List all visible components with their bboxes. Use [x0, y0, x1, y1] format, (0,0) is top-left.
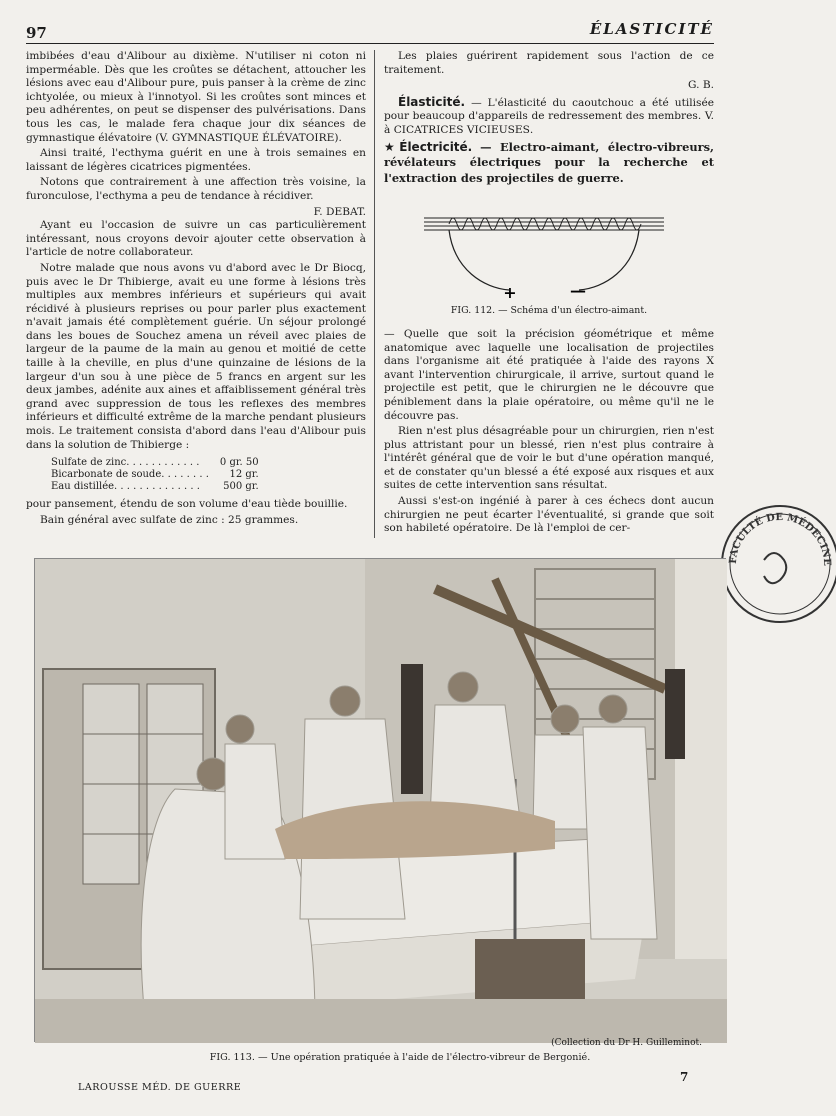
svg-text:FACULTÉ DE MÉDECINE: FACULTÉ DE MÉDECINE — [727, 511, 833, 567]
floor — [35, 999, 727, 1043]
formula-table — [48, 457, 262, 493]
paragraph: imbibées d'eau d'Alibour au dixième. N'utiliser ni coton ni imperméable. Dès que les croûtes se détachent, attoucher les lésions avec eau d'Alibour pure, puis panser à la crème de zinc ichtyolée, ou mieux à l'innotyol. Si les croûtes sont minces et peu adhérentes, on peut se dispenser des pulvérisations. Dans tous les cas, le malade fera chaque jour dix séances de gymnastique élévatoire (V. GYMNASTIQUE ÉLÉVATOIRE). — [26, 50, 366, 144]
formula-row: Bicarbonate de soude. . . . . . . . 12 gr. — [51, 469, 259, 481]
circuit-wire — [449, 230, 639, 290]
negative-terminal: — — [570, 281, 586, 301]
formula-row: Eau distillée. . . . . . . . . . . . . . 500 gr. — [51, 481, 259, 493]
paragraph: Ayant eu l'occasion de suivre un cas particulièrement intéressant, nous croyons devoir ajouter cette observation à l'article de notre collaborateur. — [26, 219, 366, 259]
footer-signature-number: 7 — [680, 1070, 689, 1084]
paragraph: Rien n'est plus désagréable pour un chirurgien, rien n'est plus attristant pour un blessé, rien n'est plus contraire à l'intérêt général que de voir le but d'une opération manqué, et de constater qu'un blessé a été exposé aux risques et aux suites de cette intervention sans résultat. — [384, 425, 714, 492]
left-column — [26, 50, 366, 529]
paragraph: Ainsi traité, l'ecthyma guérit en une à trois semaines en laissant de légères cicatrices pigmentées. — [26, 147, 366, 173]
signature: F. DEBAT. — [313, 205, 366, 218]
paragraph: Aussi s'est-on ingénié à parer à ces échecs dont aucun chirurgien ne peut écarter l'éventualité, si grande que soit son habileté opératoire. De là l'emploi de cer- — [384, 495, 714, 535]
electromagnet-diagram — [414, 200, 684, 303]
core-lines — [424, 218, 664, 230]
dictionary-entry-elasticite: Élasticité. — L'élasticité du caoutchouc a été utilisée pour beaucoup d'appareils de redressement des membres. V. à CICATRICES VICIEUSES. — [384, 94, 714, 136]
coil-winding — [449, 218, 641, 230]
paragraph: Les plaies guérirent rapidement sous l'action de ce traitement. — [384, 50, 714, 76]
library-stamp — [716, 484, 833, 628]
figure-113-caption: FIG. 113. — Une opération pratiquée à l'aide de l'électro-vibreur de Bergonié. — [209, 1052, 591, 1063]
paragraph: — Quelle que soit la précision géométrique et même anatomique avec laquelle une localisation de projectiles dans l'organisme ait été pratiquée à l'aide des rayons X avant l'intervention chirurgicale, il arrive, surtout quand le projectile est petit, que le chirurgien ne le découvre que péniblement dans la plaie opératoire, ou même qu'il ne le découvre pas. — [384, 327, 714, 422]
page-number: 97 — [26, 24, 47, 42]
dictionary-entry-electricite: ★Électricité. — Electro-aimant, électro-vibreurs, révélateurs électriques pour la recherche et l'extraction des projectiles de guerre. — [384, 139, 715, 185]
paragraph: Bain général avec sulfate de zinc : 25 grammes. — [40, 513, 299, 526]
photo-credit: (Collection du Dr H. Guilleminot. — [551, 1038, 702, 1048]
right-column — [384, 50, 714, 538]
positive-terminal: + — [503, 283, 517, 303]
paragraph: Notre malade que nous avons vu d'abord avec le Dr Biocq, puis avec le Dr Thibierge, avait eu une forme à lésions très multiples aux membres inférieurs et supérieurs qui avait récidivé à plusieurs reprises ou pour parler plus exactement n'avait jamais été complètement guérie. Un séjour prolongé dans les boues de Souchez amena un réveil avec plaies de largeur de la paume de la main au genou et moitié de cette taille à la cheville, en plus d'une quinzaine de lésions de la largeur d'un sou à une pièce de 5 francs en argent sur les deux jambes, adénite aux aines et affaiblissement général très grand avec suppression de tous les reflexes des membres inférieurs et difficulté extrême de la marche pendant plusieurs mois. Le traitement consista d'abord dans l'eau d'Alibour puis dans la solution de Thibierge : — [26, 261, 366, 451]
footer-publication: LAROUSSE MÉD. DE GUERRE — [78, 1082, 242, 1093]
figure-112-caption: FIG. 112. — Schéma d'un électro-aimant. — [450, 305, 648, 317]
signature: G. B. — [688, 79, 714, 92]
running-head: ÉLASTICITÉ — [589, 20, 714, 38]
operation-photograph — [34, 558, 726, 1042]
column-divider — [374, 50, 375, 538]
paragraph: pour pansement, étendu de son volume d'eau tiède bouillie. — [26, 498, 348, 511]
header-rule — [26, 43, 714, 44]
formula-row: Sulfate de zinc. . . . . . . . . . . . 0 gr. 50 — [51, 457, 259, 469]
paragraph: Notons que contrairement à une affection très voisine, la furonculose, l'ecthyma a peu de tendance à récidiver. — [26, 176, 366, 202]
